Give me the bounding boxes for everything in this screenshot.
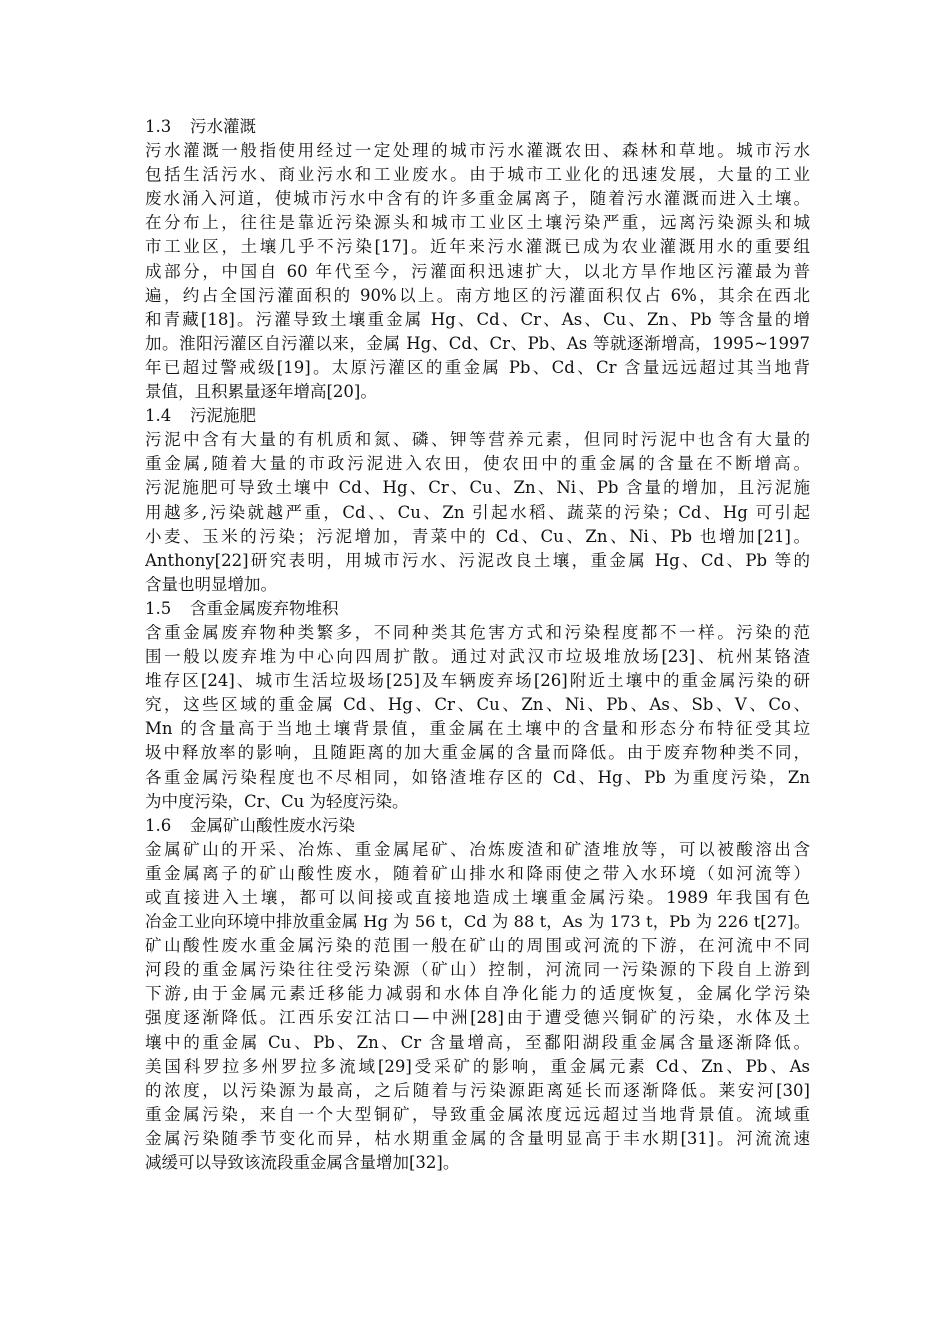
section-heading <box>145 115 810 139</box>
paragraph-line: 美国科罗拉多州罗拉多流域[29]受采矿的影响，重金属元素 Cd、Zn、Pb、As <box>145 1056 810 1076</box>
paragraph-line: 冶金工业向环境中排放重金属 Hg 为 56 t，Cd 为 88 t，As 为 173 t，Pb 为 226 t[27]。 <box>145 912 810 932</box>
paragraph-line: 包括生活污水、商业污水和工业废水。由于城市工业化的迅速发展，大量的工业 <box>145 165 810 185</box>
paragraph-line: 下游,由于金属元素迁移能力减弱和水体自净化能力的适度恢复，金属化学污染 <box>145 984 810 1004</box>
paragraph-line: 在分布上，往往是靠近污染源头和城市工业区土壤污染严重，远离污染源头和城 <box>145 213 810 233</box>
paragraph-line: Anthony[22]研究表明，用城市污水、污泥改良土壤，重金属 Hg、Cd、Pb 等的 <box>145 550 810 570</box>
section-paragraph <box>145 838 810 1175</box>
paragraph-line: 矿山酸性废水重金属污染的范围一般在矿山的周围或河流的下游，在河流中不同 <box>145 936 810 956</box>
paragraph-line: 年已超过警戒级[19]。太原污灌区的重金属 Pb、Cd、Cr 含量远远超过其当地背 <box>145 357 810 377</box>
section-title: 污泥施肥 <box>190 406 256 426</box>
paragraph-line: 污泥中含有大量的有机质和氮、磷、钾等营养元素，但同时污泥中也含有大量的 <box>145 430 810 450</box>
paragraph-line: 小麦、玉米的污染；污泥增加，青菜中的 Cd、Cu、Zn、Ni、Pb 也增加[21]。 <box>145 526 810 546</box>
section-1-3 <box>145 115 810 404</box>
section-1-5 <box>145 597 810 814</box>
section-number: 1.4 <box>145 406 172 426</box>
paragraph-line: 用越多,污染就越严重，Cd、、Cu、Zn 引起水稻、蔬菜的污染；Cd、Hg 可引起 <box>145 502 810 522</box>
paragraph-line: 河段的重金属污染往往受污染源（矿山）控制，河流同一污染源的下段自上游到 <box>145 960 810 980</box>
document-page <box>145 115 810 1175</box>
paragraph-line: 或直接进入土壤，都可以间接或直接地造成土壤重金属污染。1989 年我国有色 <box>145 888 810 907</box>
paragraph-line: 含量也明显增加。 <box>145 574 277 594</box>
section-1-6 <box>145 814 810 1175</box>
paragraph-line: 强度逐渐降低。江西乐安江沽口—中洲[28]由于遭受德兴铜矿的污染，水体及土 <box>145 1008 810 1028</box>
section-heading <box>145 814 810 838</box>
paragraph-line: 的浓度，以污染源为最高，之后随着与污染源距离延长而逐渐降低。莱安河[30] <box>145 1080 810 1100</box>
section-paragraph <box>145 621 810 814</box>
section-title: 金属矿山酸性废水污染 <box>190 815 355 835</box>
paragraph-line: Mn 的含量高于当地土壤背景值，重金属在土壤中的含量和形态分布特征受其垃 <box>145 719 810 739</box>
paragraph-line: 减缓可以导致该流段重金属含量增加[32]。 <box>145 1153 460 1173</box>
paragraph-line: 含重金属废弃物种类繁多，不同种类其危害方式和污染程度都不一样。污染的范 <box>145 622 810 642</box>
section-title: 含重金属废弃物堆积 <box>190 598 339 618</box>
paragraph-line: 重金属污染，来自一个大型铜矿，导致重金属浓度远远超过当地背景值。流域重 <box>145 1104 810 1124</box>
section-paragraph <box>145 428 810 597</box>
paragraph-line: 围一般以废弃堆为中心向四周扩散。通过对武汉市垃圾堆放场[23]、杭州某铬渣 <box>145 647 810 667</box>
section-paragraph <box>145 139 810 404</box>
paragraph-line: 污泥施肥可导致土壤中 Cd、Hg、Cr、Cu、Zn、Ni、Pb 含量的增加，且污泥施 <box>145 478 810 498</box>
section-number: 1.3 <box>145 117 172 136</box>
section-heading <box>145 404 810 428</box>
section-heading <box>145 597 810 621</box>
paragraph-line: 圾中释放率的影响，且随距离的加大重金属的含量而降低。由于废弃物种类不同， <box>145 743 810 763</box>
paragraph-line: 为中度污染，Cr、Cu 为轻度污染。 <box>145 791 409 811</box>
paragraph-line: 污水灌溉一般指使用经过一定处理的城市污水灌溉农田、森林和草地。城市污水 <box>145 141 810 161</box>
paragraph-line: 重金属,随着大量的市政污泥进入农田，使农田中的重金属的含量在不断增高。 <box>145 454 810 474</box>
paragraph-line: 堆存区[24]、城市生活垃圾场[25]及车辆废弃场[26]附近土壤中的重金属污染的研 <box>145 671 810 691</box>
paragraph-line: 成部分，中国自 60 年代至今，污灌面积迅速扩大，以北方旱作地区污灌最为普 <box>145 261 810 281</box>
paragraph-line: 金属矿山的开采、冶炼、重金属尾矿、冶炼废渣和矿渣堆放等，可以被酸溶出含 <box>145 839 810 859</box>
paragraph-line: 景值，且积累量逐年增高[20]。 <box>145 382 377 402</box>
section-number: 1.6 <box>145 815 172 835</box>
paragraph-line: 壤中的重金属 Cu、Pb、Zn、Cr 含量增高，至鄱阳湖段重金属含量逐渐降低。 <box>145 1032 810 1052</box>
paragraph-line: 市工业区，土壤几乎不污染[17]。近年来污水灌溉已成为农业灌溉用水的重要组 <box>145 237 810 257</box>
section-title: 污水灌溉 <box>190 117 256 136</box>
paragraph-line: 各重金属污染程度也不尽相同，如铬渣堆存区的 Cd、Hg、Pb 为重度污染，Zn <box>145 767 810 787</box>
paragraph-line: 遍，约占全国污灌面积的 90%以上。南方地区的污灌面积仅占 6%，其余在西北 <box>145 285 810 305</box>
paragraph-line: 废水涌入河道，使城市污水中含有的许多重金属离子，随着污水灌溉而进入土壤。 <box>145 189 810 209</box>
paragraph-line: 和青藏[18]。污灌导致土壤重金属 Hg、Cd、Cr、As、Cu、Zn、Pb 等含量的增 <box>145 309 810 329</box>
paragraph-line: 重金属离子的矿山酸性废水，随着矿山排水和降雨使之带入水环境（如河流等） <box>145 863 810 883</box>
paragraph-line: 究，这些区域的重金属 Cd、Hg、Cr、Cu、Zn、Ni、Pb、As、Sb、V、Co、 <box>145 695 810 715</box>
section-1-4 <box>145 404 810 597</box>
section-number: 1.5 <box>145 598 172 618</box>
paragraph-line: 加。淮阳污灌区自污灌以来，金属 Hg、Cd、Cr、Pb、As 等就逐渐增高，1995~1997 <box>145 333 810 353</box>
paragraph-line: 金属污染随季节变化而异，枯水期重金属的含量明显高于丰水期[31]。河流流速 <box>145 1128 810 1148</box>
